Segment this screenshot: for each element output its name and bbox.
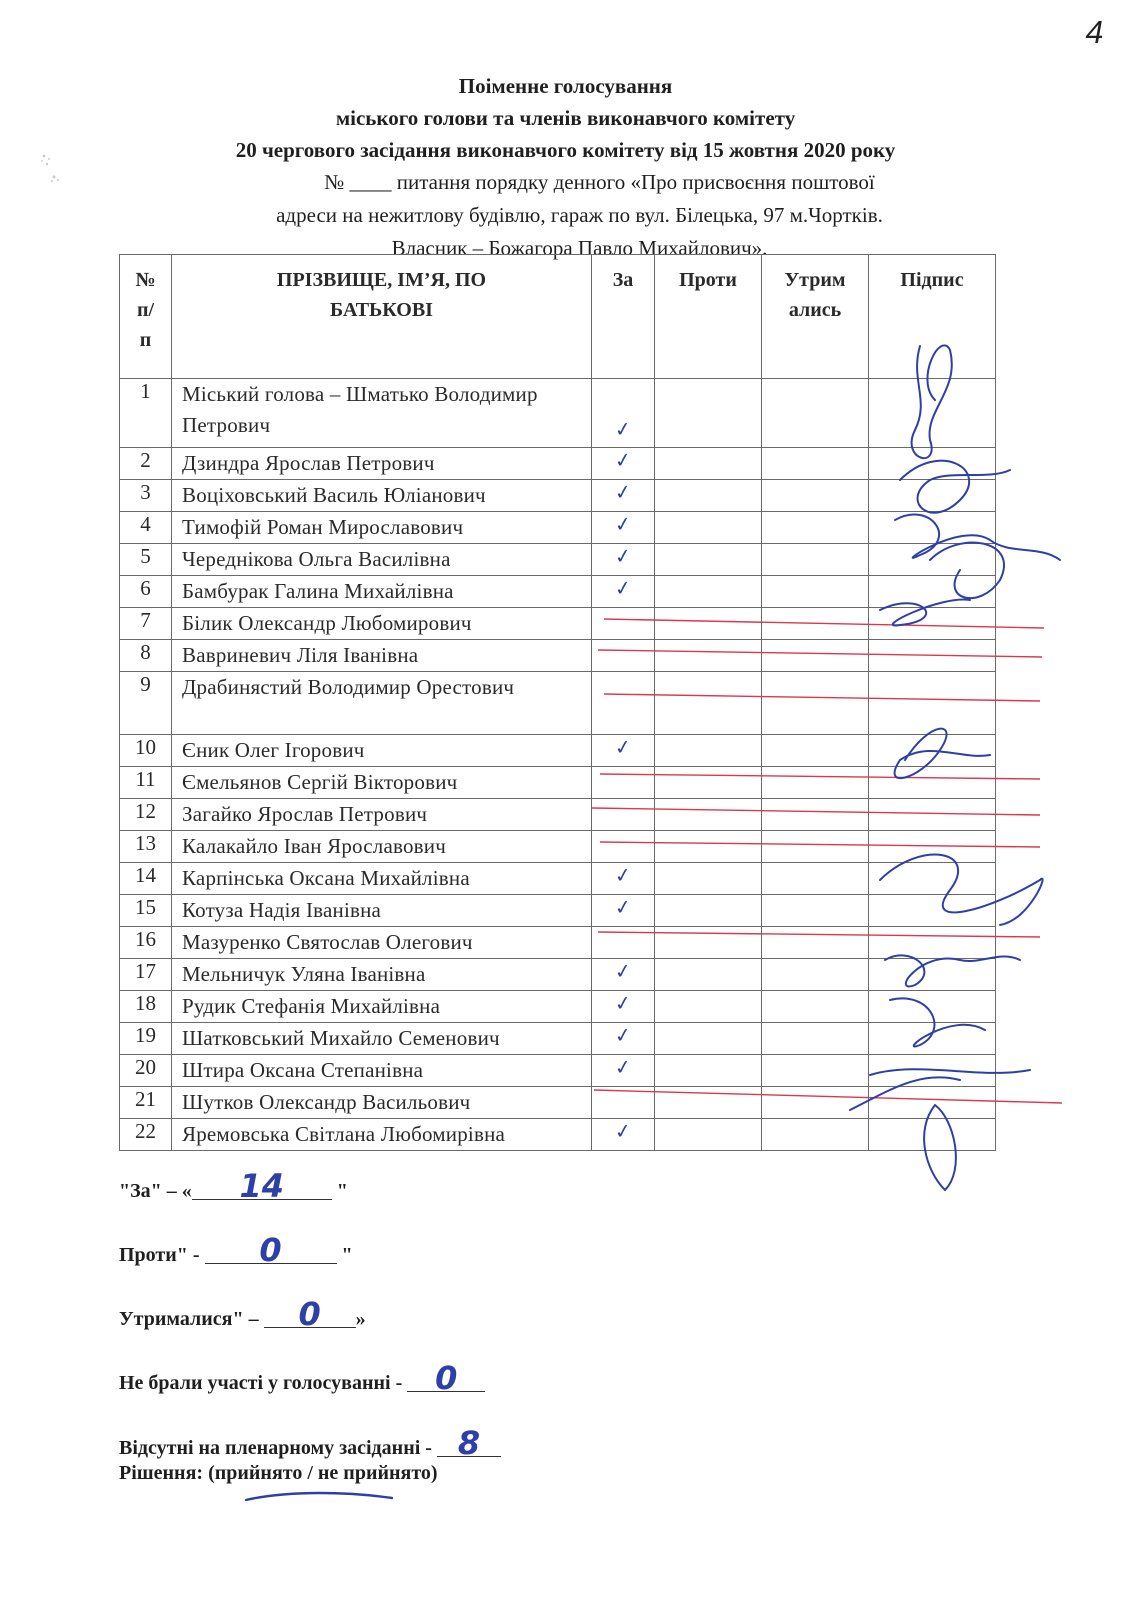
row-signature: [869, 640, 996, 672]
row-name: Калакайло Іван Ярославович: [172, 831, 592, 863]
row-num: 20: [120, 1055, 172, 1087]
row-for: [592, 1055, 655, 1087]
result-not-voted-label: Не брали участі у голосуванні -: [119, 1372, 408, 1394]
row-name: Бамбурак Галина Михайлівна: [172, 576, 592, 608]
result-against: [119, 1231, 353, 1269]
row-abstain: [762, 799, 869, 831]
row-signature: [869, 927, 996, 959]
row-abstain: [762, 1023, 869, 1055]
row-abstain: [762, 544, 869, 576]
row-num: 15: [120, 895, 172, 927]
result-not-voted-value: 0: [407, 1365, 485, 1392]
row-num: 2: [120, 448, 172, 480]
header-abstain-l1: Утрим: [784, 269, 846, 291]
row-num: 12: [120, 799, 172, 831]
row-name: Череднікова Ольга Василівна: [172, 544, 592, 576]
row-against: [655, 480, 762, 512]
checkmark-icon: ✓: [613, 478, 633, 506]
row-num: 16: [120, 927, 172, 959]
row-num: 11: [120, 767, 172, 799]
row-for: [592, 608, 655, 640]
row-num: 3: [120, 480, 172, 512]
header-name-l2: БАТЬКОВІ: [330, 299, 433, 321]
voting-table: [119, 254, 996, 1151]
row-num: 21: [120, 1087, 172, 1119]
header-abstain-l2: ались: [788, 299, 842, 321]
row-name: Міський голова – Шматько Володимир Петрович: [172, 379, 592, 448]
table-row: [120, 544, 996, 576]
decision-label: Рішення: (: [119, 1462, 215, 1484]
row-for: [592, 799, 655, 831]
decision-accepted: прийнято: [214, 1462, 303, 1484]
title-line-3: 20 чергового засідання виконавчого комітету від 15 жовтня 2020 року: [235, 138, 896, 162]
row-abstain: [762, 480, 869, 512]
result-for-label: "За" – «: [119, 1180, 192, 1202]
row-for: [592, 959, 655, 991]
checkmark-icon: ✓: [613, 957, 633, 985]
row-against: [655, 959, 762, 991]
table-row: [120, 1055, 996, 1087]
table-row: [120, 640, 996, 672]
row-against: [655, 379, 762, 448]
result-abstain-close: »: [355, 1308, 366, 1330]
table-row: [120, 799, 996, 831]
row-num: 17: [120, 959, 172, 991]
row-abstain: [762, 991, 869, 1023]
result-absent: [119, 1424, 501, 1462]
header-num: [120, 255, 172, 379]
row-abstain: [762, 927, 869, 959]
row-abstain: [762, 512, 869, 544]
row-signature: [869, 1055, 996, 1087]
row-for: [592, 512, 655, 544]
row-abstain: [762, 672, 869, 735]
title-line-1: Поіменне голосування: [458, 74, 673, 98]
row-signature: [869, 1023, 996, 1055]
row-for: [592, 544, 655, 576]
row-signature: [869, 608, 996, 640]
row-signature: [869, 1087, 996, 1119]
result-against-value: 0: [205, 1237, 337, 1264]
row-abstain: [762, 1119, 869, 1151]
row-signature: [869, 863, 996, 895]
header-num-l1: №: [135, 269, 156, 291]
table-row: [120, 863, 996, 895]
row-name: Воціховський Василь Юліанович: [172, 480, 592, 512]
row-against: [655, 512, 762, 544]
header-name-l1: ПРІЗВИЩЕ, ІМ’Я, ПО: [276, 269, 487, 291]
row-abstain: [762, 863, 869, 895]
row-num: 5: [120, 544, 172, 576]
row-against: [655, 991, 762, 1023]
table-row: [120, 831, 996, 863]
row-num: 1: [120, 379, 172, 448]
row-name: Дзиндра Ярослав Петрович: [172, 448, 592, 480]
row-against: [655, 1087, 762, 1119]
header-num-l3: п: [139, 329, 152, 351]
checkmark-icon: ✓: [613, 1117, 633, 1145]
row-signature: [869, 959, 996, 991]
row-name: Котуза Надія Іванівна: [172, 895, 592, 927]
row-for: [592, 672, 655, 735]
row-for: [592, 735, 655, 767]
result-against-label: Проти" -: [119, 1244, 205, 1266]
decision-close: ): [430, 1462, 438, 1484]
row-name: Мазуренко Святослав Олегович: [172, 927, 592, 959]
row-abstain: [762, 379, 869, 448]
table-row: [120, 448, 996, 480]
row-abstain: [762, 735, 869, 767]
row-name: Яремовська Світлана Любомирівна: [172, 1119, 592, 1151]
row-signature: [869, 448, 996, 480]
table-row: [120, 991, 996, 1023]
row-num: 18: [120, 991, 172, 1023]
row-name: Шутков Олександр Васильович: [172, 1087, 592, 1119]
row-num: 9: [120, 672, 172, 735]
row-num: 6: [120, 576, 172, 608]
header-for: За: [592, 255, 655, 379]
row-signature: [869, 672, 996, 735]
checkmark-icon: ✓: [613, 574, 633, 602]
row-against: [655, 863, 762, 895]
checkmark-icon: ✓: [613, 446, 633, 474]
decision-underline: [246, 1493, 392, 1500]
row-abstain: [762, 640, 869, 672]
table-row: [120, 895, 996, 927]
row-signature: [869, 831, 996, 863]
row-against: [655, 927, 762, 959]
row-num: 22: [120, 1119, 172, 1151]
row-signature: [869, 480, 996, 512]
table-row: [120, 576, 996, 608]
row-against: [655, 1055, 762, 1087]
table-row: [120, 672, 996, 735]
result-not-voted: [119, 1359, 485, 1397]
row-abstain: [762, 576, 869, 608]
row-for: [592, 895, 655, 927]
table-row: [120, 959, 996, 991]
row-abstain: [762, 1087, 869, 1119]
table-row: [120, 1119, 996, 1151]
row-against: [655, 576, 762, 608]
checkmark-icon: ✓: [613, 893, 633, 921]
table-row: [120, 1087, 996, 1119]
row-name: Мельничук Уляна Іванівна: [172, 959, 592, 991]
row-abstain: [762, 959, 869, 991]
header-against: Проти: [655, 255, 762, 379]
subtitle-line-3: Власник – Божагора Павло Михайлович».: [391, 236, 768, 260]
row-for: [592, 831, 655, 863]
table-row: [120, 1023, 996, 1055]
row-name: Рудик Стефанія Михайлівна: [172, 991, 592, 1023]
row-signature: [869, 735, 996, 767]
checkmark-icon: ✓: [613, 542, 633, 570]
table-row: [120, 735, 996, 767]
table-row: [120, 480, 996, 512]
row-num: 8: [120, 640, 172, 672]
row-for: [592, 927, 655, 959]
row-name: Карпінська Оксана Михайлівна: [172, 863, 592, 895]
title-line-2: міського голови та членів виконавчого комітету: [335, 106, 796, 130]
row-signature: [869, 512, 996, 544]
row-abstain: [762, 1055, 869, 1087]
header-name: [172, 255, 592, 379]
row-signature: [869, 544, 996, 576]
result-absent-value: 8: [437, 1430, 501, 1457]
result-abstain-value: 0: [264, 1301, 356, 1328]
row-name: Драбинястий Володимир Орестович: [172, 672, 592, 735]
row-against: [655, 1023, 762, 1055]
result-absent-label: Відсутні на пленарному засіданні -: [119, 1437, 437, 1459]
row-num: 13: [120, 831, 172, 863]
row-signature: [869, 1119, 996, 1151]
result-decision: [119, 1462, 438, 1485]
checkmark-icon: ✓: [613, 989, 633, 1017]
row-for: [592, 767, 655, 799]
row-signature: [869, 379, 996, 448]
header-num-l2: п/: [136, 299, 155, 321]
row-name: Єник Олег Ігорович: [172, 735, 592, 767]
checkmark-icon: ✓: [613, 1053, 633, 1081]
row-signature: [869, 991, 996, 1023]
row-for: [592, 576, 655, 608]
row-name: Вавриневич Ліля Іванівна: [172, 640, 592, 672]
row-against: [655, 448, 762, 480]
row-against: [655, 831, 762, 863]
row-num: 7: [120, 608, 172, 640]
row-num: 10: [120, 735, 172, 767]
checkmark-icon: ✓: [613, 861, 633, 889]
row-signature: [869, 895, 996, 927]
header-abstain: [762, 255, 869, 379]
row-signature: [869, 767, 996, 799]
row-name: Загайко Ярослав Петрович: [172, 799, 592, 831]
row-num: 4: [120, 512, 172, 544]
row-for: [592, 379, 655, 448]
table-row: [120, 379, 996, 448]
header-signature: Підпис: [869, 255, 996, 379]
row-for: [592, 1023, 655, 1055]
row-against: [655, 895, 762, 927]
row-signature: [869, 576, 996, 608]
table-row: [120, 512, 996, 544]
result-abstain: [119, 1295, 366, 1333]
row-abstain: [762, 895, 869, 927]
checkmark-icon: ✓: [613, 1021, 633, 1049]
result-for-value: 14: [192, 1173, 332, 1200]
row-for: [592, 991, 655, 1023]
result-for: [119, 1167, 348, 1205]
row-against: [655, 544, 762, 576]
table-row: [120, 608, 996, 640]
row-name: Ємельянов Сергій Вікторович: [172, 767, 592, 799]
row-num: 14: [120, 863, 172, 895]
row-for: [592, 1087, 655, 1119]
row-for: [592, 480, 655, 512]
row-against: [655, 799, 762, 831]
row-abstain: [762, 831, 869, 863]
checkmark-icon: ✓: [613, 733, 633, 761]
row-for: [592, 1119, 655, 1151]
result-against-close: ": [336, 1244, 353, 1266]
table-header-row: [120, 255, 996, 379]
row-signature: [869, 799, 996, 831]
row-for: [592, 640, 655, 672]
page-number: 4: [1082, 14, 1108, 50]
row-num: 19: [120, 1023, 172, 1055]
table-row: [120, 927, 996, 959]
row-against: [655, 608, 762, 640]
row-abstain: [762, 767, 869, 799]
row-name: Тимофій Роман Мирославович: [172, 512, 592, 544]
row-against: [655, 1119, 762, 1151]
table-row: [120, 767, 996, 799]
row-against: [655, 640, 762, 672]
row-for: [592, 448, 655, 480]
result-for-close: ": [331, 1180, 348, 1202]
decision-separator: /: [302, 1462, 318, 1484]
row-abstain: [762, 608, 869, 640]
checkmark-icon: ✓: [613, 510, 633, 538]
row-abstain: [762, 448, 869, 480]
row-name: Штира Оксана Степанівна: [172, 1055, 592, 1087]
row-against: [655, 672, 762, 735]
subtitle-line-1: № ____ питання порядку денного «Про присвоєння поштової: [324, 170, 875, 194]
decision-rejected: не прийнято: [317, 1462, 431, 1484]
row-against: [655, 735, 762, 767]
checkmark-icon: ✓: [613, 415, 633, 443]
row-for: [592, 863, 655, 895]
row-name: Шатковський Михайло Семенович: [172, 1023, 592, 1055]
row-against: [655, 767, 762, 799]
subtitle-line-2: адреси на нежитлову будівлю, гараж по вул. Білецька, 97 м.Чортків.: [276, 203, 883, 227]
result-abstain-label: Утрималися" –: [119, 1308, 264, 1330]
row-name: Білик Олександр Любомирович: [172, 608, 592, 640]
